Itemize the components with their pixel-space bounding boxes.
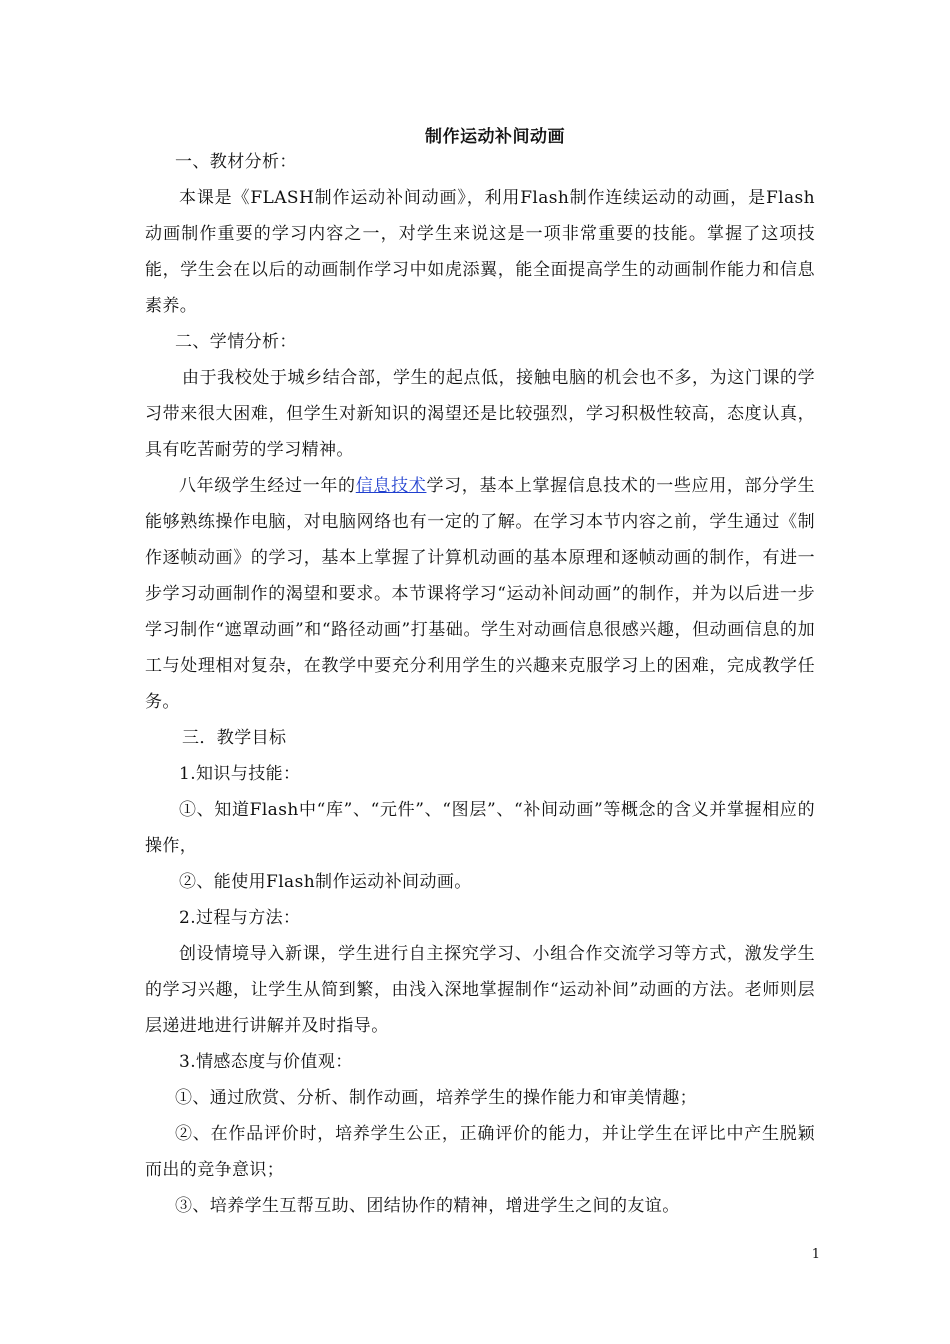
document-body <box>145 144 815 1224</box>
page-number: 1 <box>811 1247 820 1262</box>
section-heading-learner: 二、学情分析： <box>175 332 297 352</box>
list-item-knowledge-1: ①、知道Flash中“库”、“元件”、“图层”、“补间动画”等概念的含义并掌握相应的操作， <box>145 800 815 856</box>
subheading-process-methods: 2.过程与方法： <box>179 908 301 928</box>
subheading-knowledge-skills: 1.知识与技能： <box>179 764 301 784</box>
list-item-emotion-3: ③、培养学生互帮互助、团结协作的精神，增进学生之间的友谊。 <box>175 1196 680 1216</box>
paragraph-learner-situation: 由于我校处于城乡结合部，学生的起点低，接触电脑的机会也不多，为这门课的学习带来很大困难，但学生对新知识的渴望还是比较强烈，学习积极性较高，态度认真，具有吃苦耐劳的学习精神。 <box>145 368 815 460</box>
section-heading-objectives: 三．教学目标 <box>182 728 287 748</box>
info-tech-link[interactable]: 信息技术 <box>355 476 427 496</box>
subheading-emotion-values: 3.情感态度与价值观： <box>179 1052 353 1072</box>
list-item-emotion-2: ②、在作品评价时，培养学生公正，正确评价的能力，并让学生在评比中产生脱颖而出的竞争意识； <box>145 1124 815 1180</box>
document-title: 制作运动补间动画 <box>425 127 565 147</box>
section-heading-analysis: 一、教材分析： <box>175 152 297 172</box>
paragraph-material-analysis: 本课是《FLASH制作运动补间动画》，利用Flash制作连续运动的动画，是Flash动画制作重要的学习内容之一，对学生来说这是一项非常重要的技能。掌握了这项技能，学生会在以后的动画制作学习中如虎添翼，能全面提高学生的动画制作能力和信息素养。 <box>145 188 815 316</box>
text-before-link: 八年级学生经过一年的 <box>179 476 356 496</box>
list-item-knowledge-2: ②、能使用Flash制作运动补间动画。 <box>179 872 472 892</box>
paragraph-learner-background <box>145 468 815 720</box>
text-after-link: 学习，基本上掌握信息技术的一些应用，部分学生能够熟练操作电脑，对电脑网络也有一定的了解。在学习本节内容之前，学生通过《制作逐帧动画》的学习，基本上掌握了计算机动画的基本原理和逐帧动画的制作，有进一步学习动画制作的渴望和要求。本节课将学习“运动补间动画”的制作，并为以后进一步学习制作“遮罩动画”和“路径动画”打基础。学生对动画信息很感兴趣，但动画信息的加工与处理相对复杂，在教学中要充分利用学生的兴趣来克服学习上的困难，完成教学任务。 <box>145 476 815 712</box>
list-item-emotion-1: ①、通过欣赏、分析、制作动画，培养学生的操作能力和审美情趣； <box>175 1088 697 1108</box>
paragraph-process-methods: 创设情境导入新课，学生进行自主探究学习、小组合作交流学习等方式，激发学生的学习兴趣，让学生从简到繁，由浅入深地掌握制作“运动补间”动画的方法。老师则层层递进地进行讲解并及时指导。 <box>145 944 815 1036</box>
